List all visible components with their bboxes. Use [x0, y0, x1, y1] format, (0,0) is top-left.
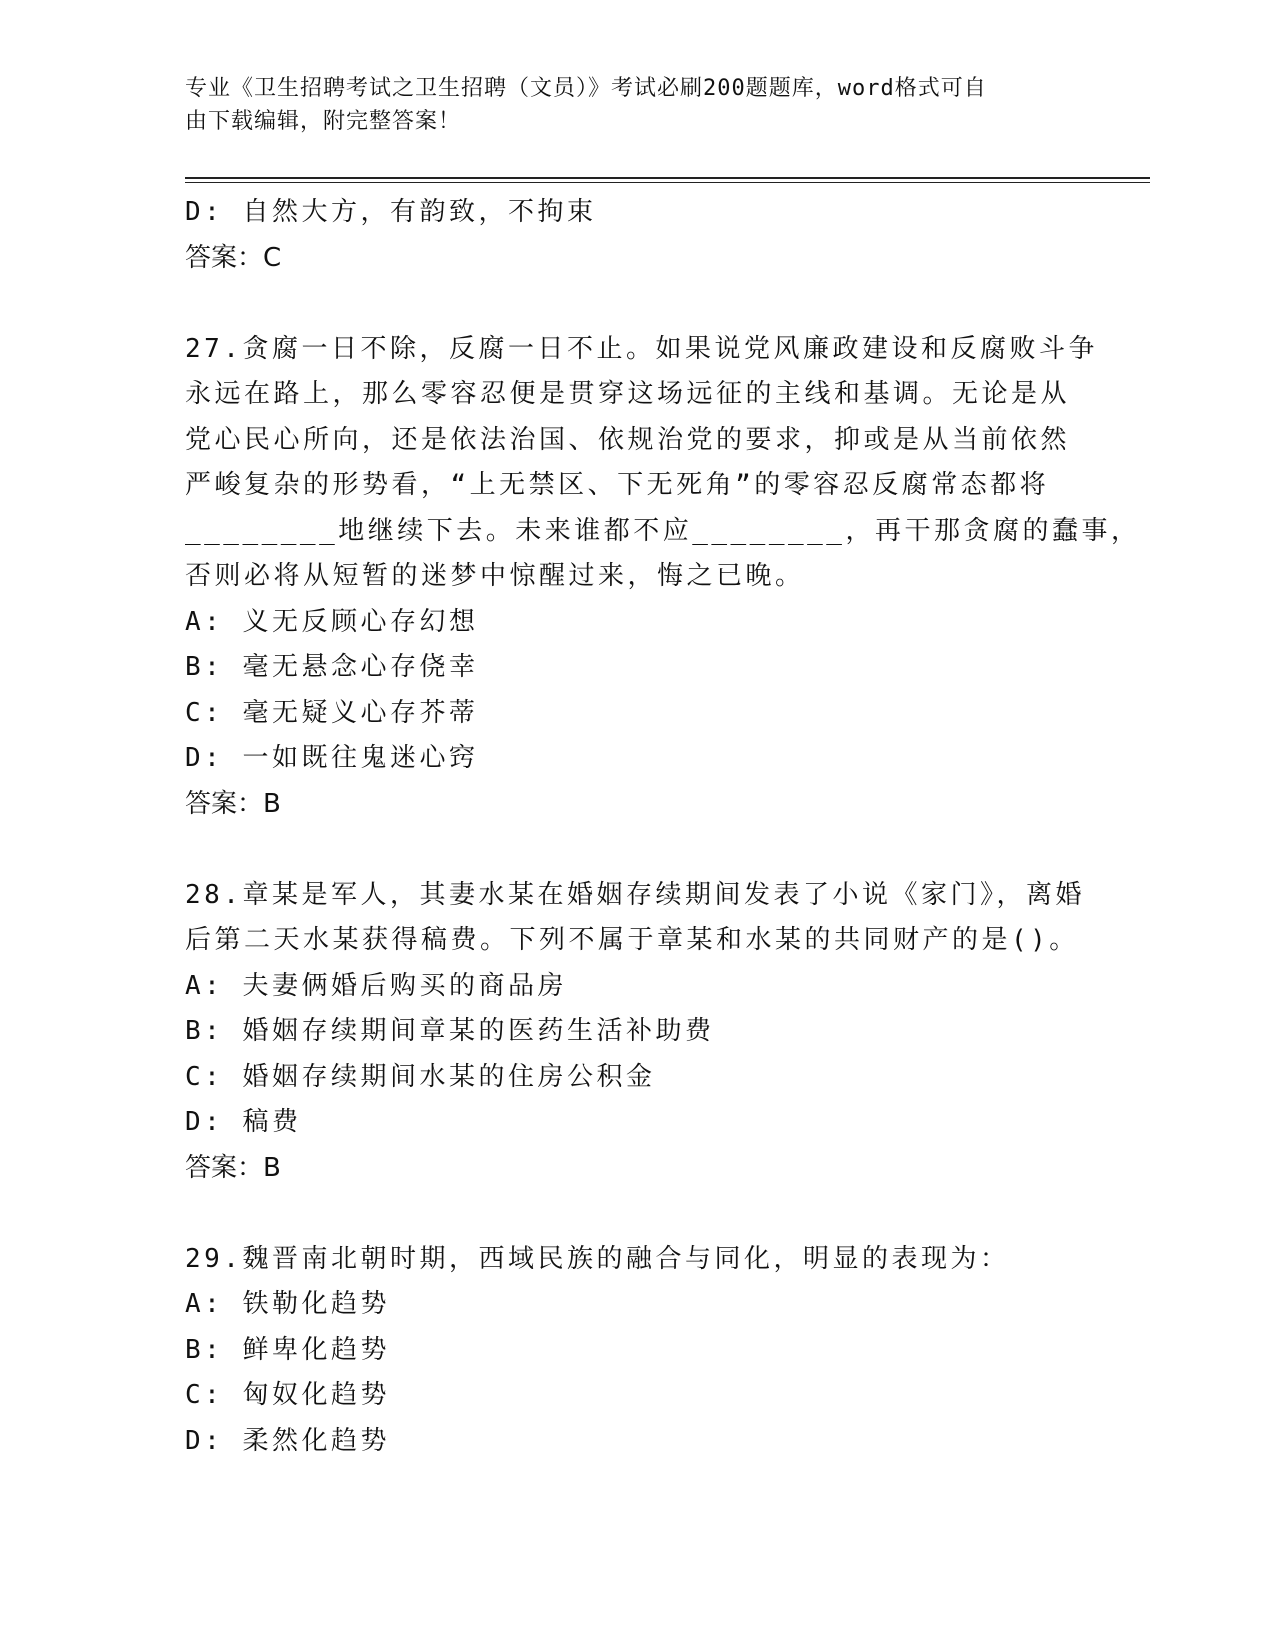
document-header [185, 72, 1065, 138]
question-28 [185, 873, 1085, 1192]
option-a: A: 夫妻俩婚后购买的商品房 [185, 970, 567, 1001]
option-d: D: 柔然化趋势 [185, 1425, 390, 1456]
option-d: D: 自然大方，有韵致，不拘束 [185, 197, 597, 227]
option-d: D: 稿费 [185, 1107, 302, 1137]
answer: 答案：C [185, 242, 282, 273]
option-a: A: 义无反顾心存幻想 [185, 606, 479, 637]
question-line: 28.章某是军人，其妻水某在婚姻存续期间发表了小说《家门》，离婚 [185, 879, 1085, 910]
option-c: C: 毫无疑义心存芥蒂 [185, 697, 479, 728]
question-text [185, 327, 1141, 600]
header-rule-thin [185, 182, 1150, 183]
document-body [185, 190, 1141, 1464]
option-b: B: 婚姻存续期间章某的医药生活补助费 [185, 1016, 715, 1046]
option-c: C: 婚姻存续期间水某的住房公积金 [185, 1061, 656, 1092]
question-line: 永远在路上，那么零容忍便是贯穿这场远征的主线和基调。无论是从 [185, 379, 1071, 409]
question-29 [185, 1237, 1085, 1465]
question-27 [185, 327, 1141, 828]
question-line: 党心民心所向，还是依法治国、依规治党的要求，抑或是从当前依然 [185, 424, 1071, 455]
spacer [185, 1191, 1085, 1237]
spacer [185, 281, 1085, 327]
option-b: B: 毫无悬念心存侥幸 [185, 652, 479, 682]
answer: 答案：B [185, 1152, 281, 1183]
question-line: 否则必将从短暂的迷梦中惊醒过来，悔之已晚。 [185, 561, 805, 591]
question-line: 27.贪腐一日不除，反腐一日不止。如果说党风廉政建设和反腐败斗争 [185, 333, 1098, 364]
header-line-1: 专业《卫生招聘考试之卫生招聘（文员）》考试必刷200题题库，word格式可自 [185, 76, 987, 101]
option-a: A: 铁勒化趋势 [185, 1289, 390, 1319]
header-rule-thick [185, 177, 1150, 179]
spacer [185, 827, 1085, 873]
previous-question-tail [185, 190, 1085, 281]
question-line: 后第二天水某获得稿费。下列不属于章某和水某的共同财产的是()。 [185, 925, 1079, 955]
option-d: D: 一如既往鬼迷心窍 [185, 743, 479, 773]
question-line: ________地继续下去。未来谁都不应________，再干那贪腐的蠢事， [185, 515, 1141, 546]
question-line: 严峻复杂的形势看，“上无禁区、下无死角”的零容忍反腐常态都将 [185, 470, 1050, 500]
question-text [185, 873, 1085, 964]
question-line: 29.魏晋南北朝时期，西域民族的融合与同化，明显的表现为： [185, 1243, 1010, 1274]
question-text [185, 1237, 1085, 1283]
option-b: B: 鲜卑化趋势 [185, 1334, 390, 1365]
header-line-2: 由下载编辑，附完整答案！ [185, 109, 462, 134]
answer: 答案：B [185, 788, 281, 819]
option-c: C: 匈奴化趋势 [185, 1380, 390, 1410]
